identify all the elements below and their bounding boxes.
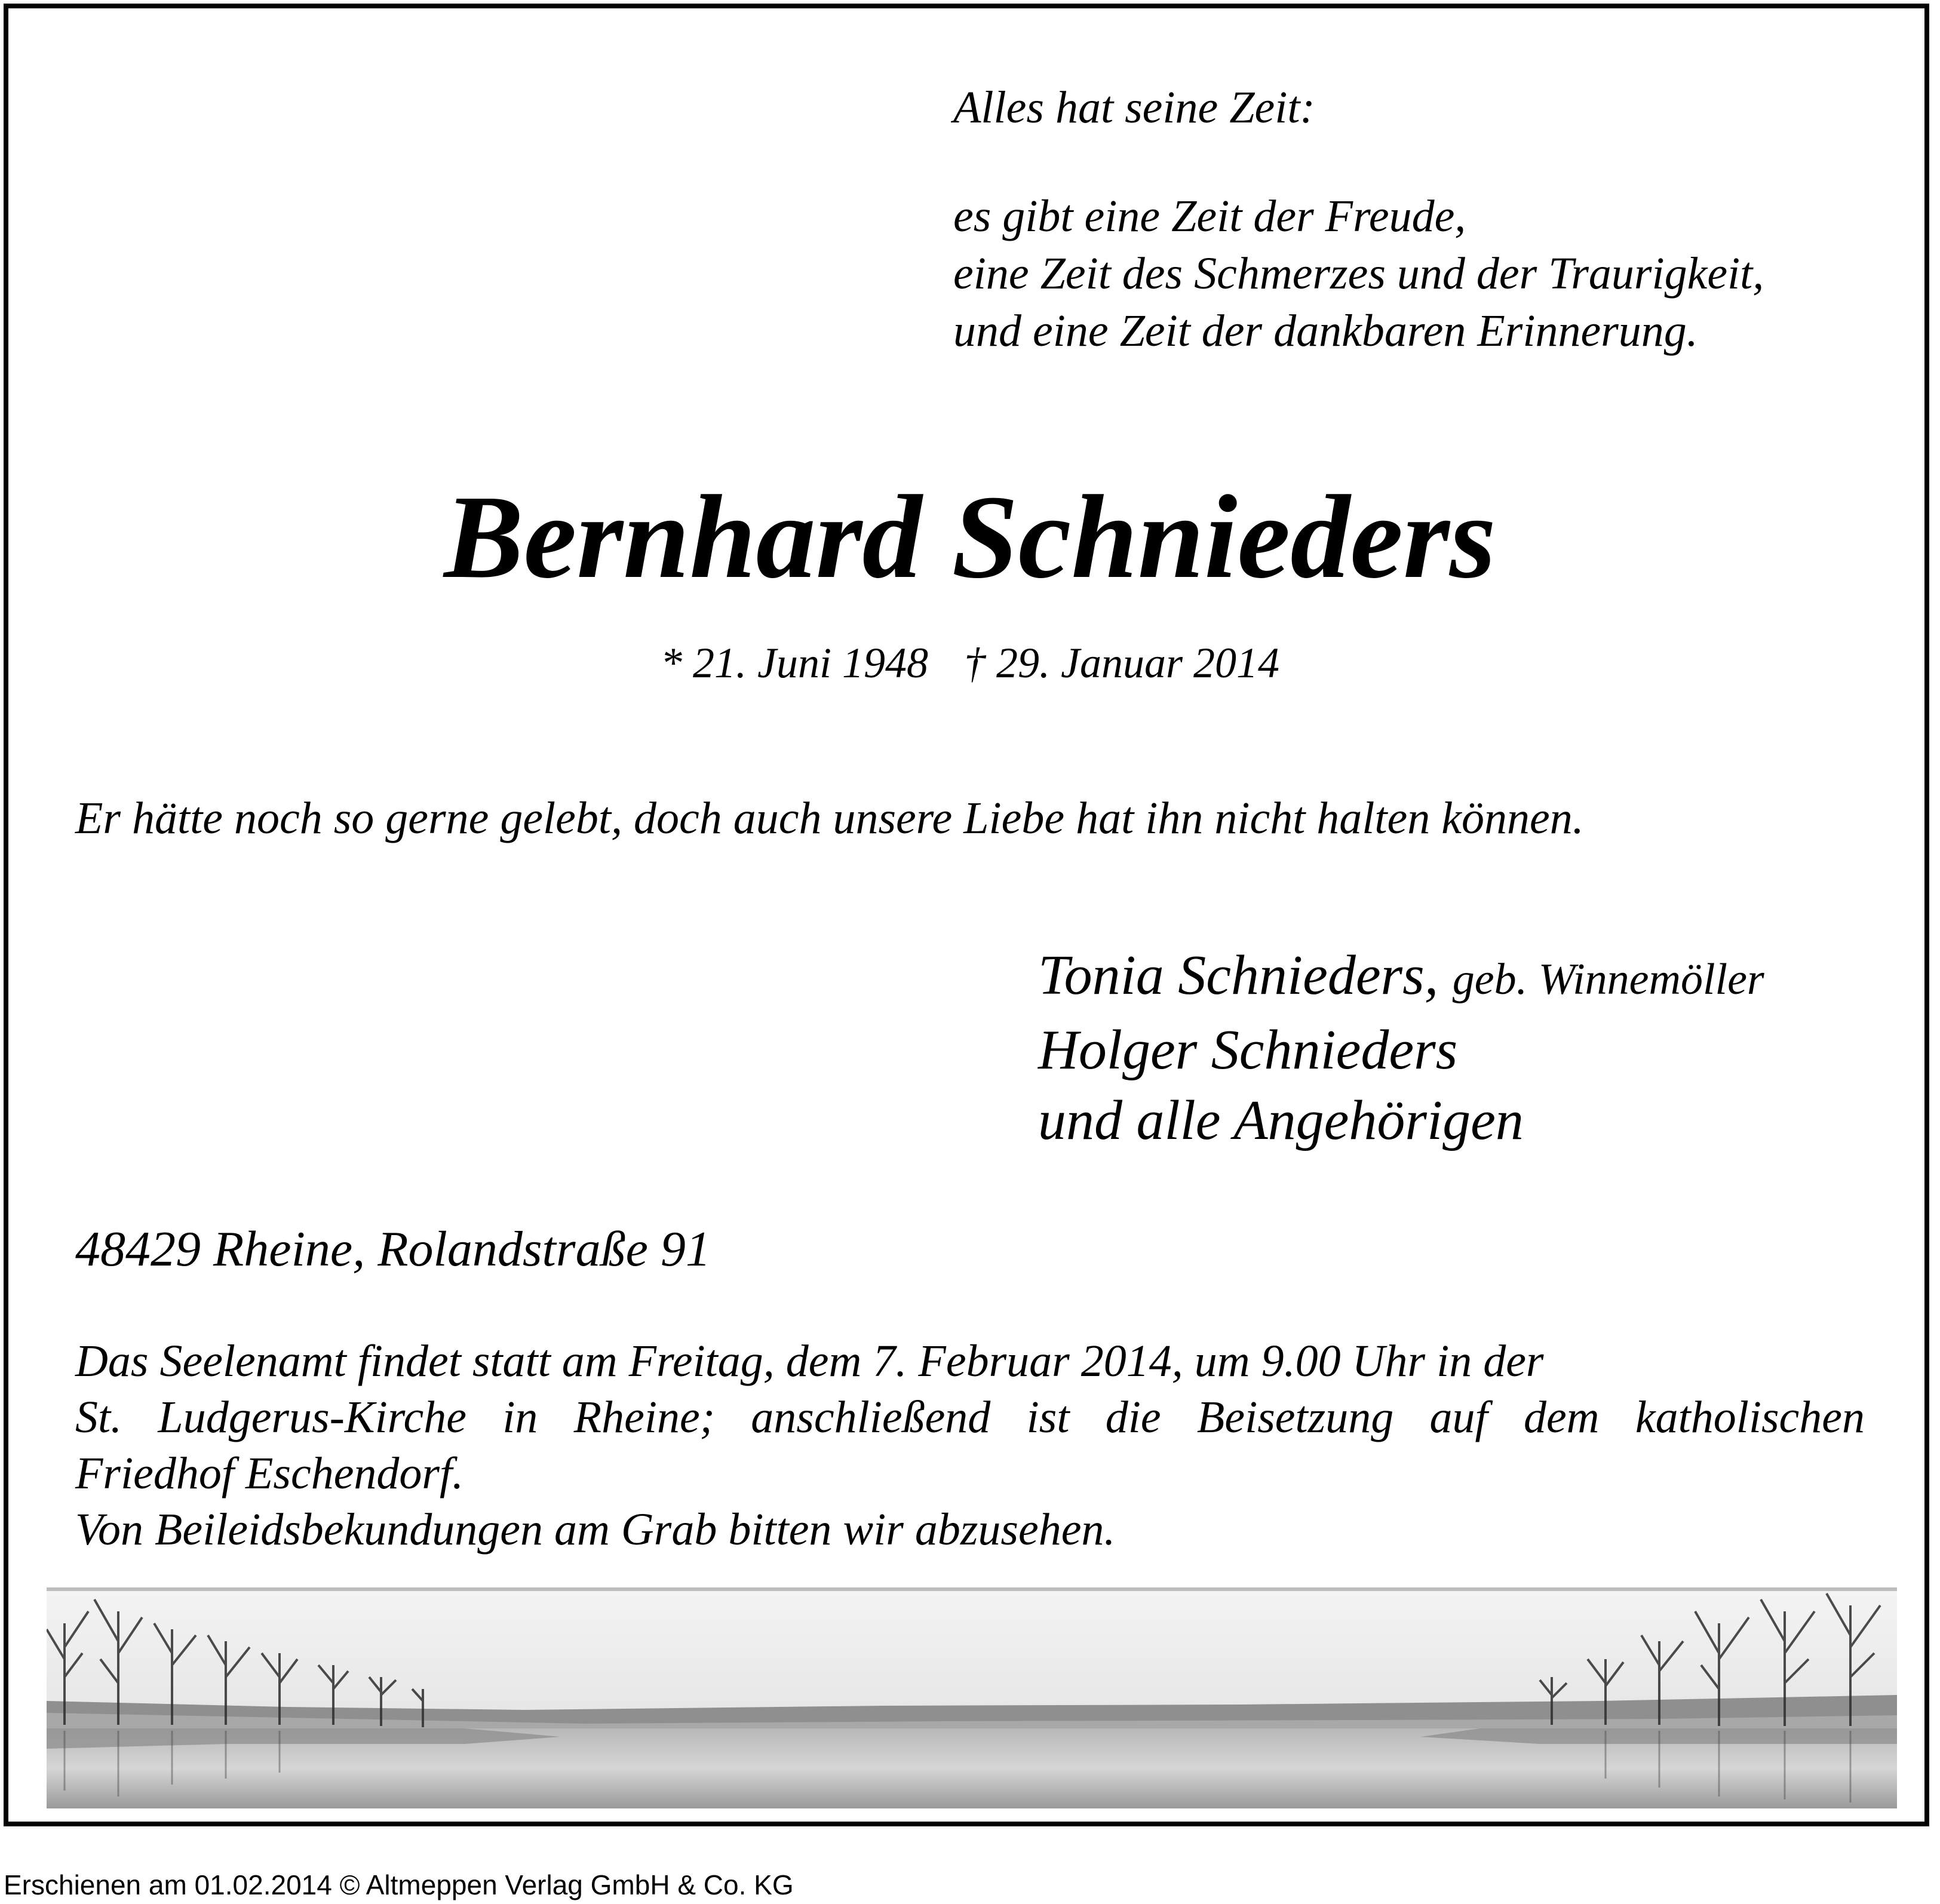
maiden-name: geb. Winnemöller — [1452, 955, 1764, 1004]
poem-line: eine Zeit des Schmerzes und der Traurigkeit, — [953, 248, 1764, 299]
service-line: Von Beileidsbekundungen am Grab bitten wir abzusehen. — [75, 1504, 1116, 1555]
family-member-name: Tonia Schnieders, — [1038, 944, 1439, 1006]
birth-date: * 21. Juni 1948 — [661, 639, 928, 687]
landscape-image — [47, 1587, 1897, 1808]
family-member-line: und alle Angehörigen — [1038, 1089, 1524, 1151]
service-line: Friedhof Eschendorf. — [75, 1448, 464, 1498]
family-member-line: Holger Schnieders — [1038, 1019, 1458, 1081]
poem-line: und eine Zeit der dankbaren Erinnerung. — [953, 306, 1698, 356]
service-line: Das Seelenamt findet statt am Freitag, dem 7. Februar 2014, um 9.00 Uhr in der — [75, 1336, 1544, 1386]
address: 48429 Rheine, Rolandstraße 91 — [75, 1221, 711, 1277]
service-line: St. Ludgerus-Kirche in Rheine; anschließend ist die Beisetzung auf dem katholischen — [75, 1392, 1865, 1442]
publication-footer: Erschienen am 01.02.2014 © Altmeppen Verlag GmbH & Co. KG — [4, 1869, 794, 1900]
memorial-quote: Er hätte noch so gerne gelebt, doch auch unsere Liebe hat ihn nicht halten können. — [75, 793, 1584, 843]
life-dates — [0, 636, 1940, 690]
family-signature — [1038, 940, 1764, 1156]
poem — [953, 79, 1764, 360]
service-info — [75, 1333, 1865, 1558]
deceased-name: Bernhard Schnieders — [444, 471, 1496, 603]
poem-line: es gibt eine Zeit der Freude, — [953, 191, 1466, 241]
family-member-line — [1038, 940, 1764, 1015]
death-date: † 29. Januar 2014 — [963, 639, 1279, 687]
poem-line: Alles hat seine Zeit: — [953, 82, 1315, 133]
